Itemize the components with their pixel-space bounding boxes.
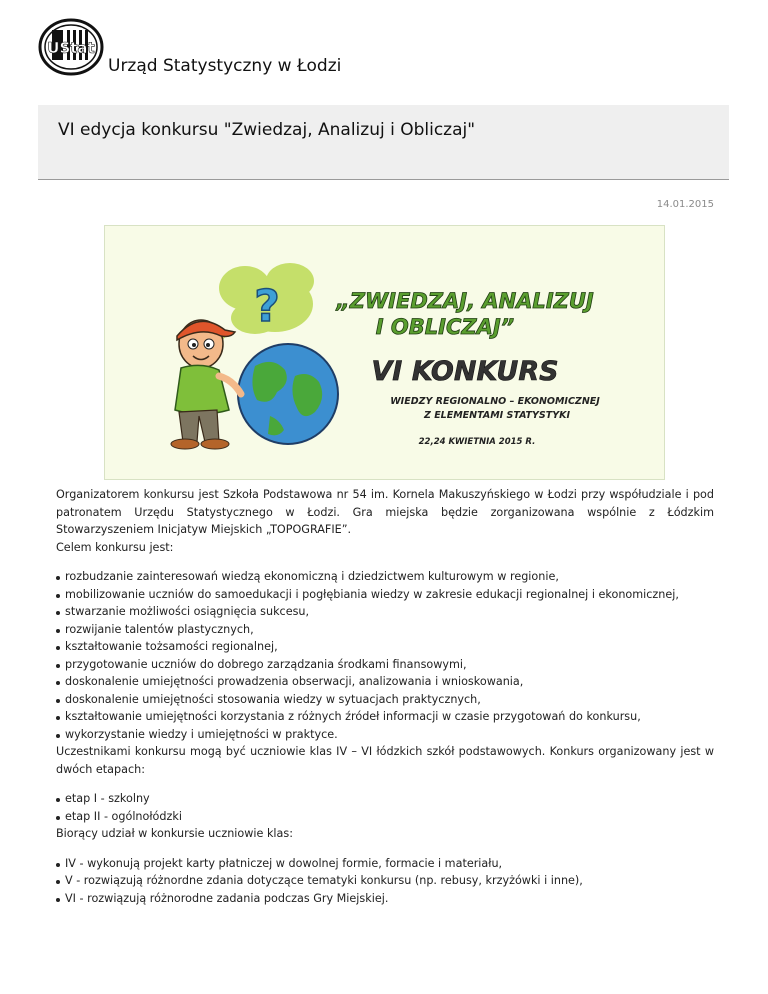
globe-icon <box>238 344 338 444</box>
question-mark-icon: ? <box>254 281 280 332</box>
banner-illustration <box>105 226 664 479</box>
article-title-box <box>38 105 729 180</box>
list-item: kształtowanie umiejętności korzystania z różnych źródeł informacji w czasie przygotowań do konkursu, <box>56 708 714 726</box>
organization-name[interactable]: Urząd Statystyczny w Łodzi <box>108 56 342 76</box>
site-header <box>38 18 728 82</box>
list-item: V - rozwiązują różnordne zdania dotyczące tematyki konkursu (np. rebusy, krzyżówki i inne), <box>56 872 714 890</box>
goals-intro: Celem konkursu jest: <box>56 540 174 554</box>
boy-character <box>171 320 241 449</box>
list-item: kształtowanie tożsamości regionalnej, <box>56 638 714 656</box>
contest-banner <box>104 225 665 480</box>
list-item: etap I - szkolny <box>56 790 714 808</box>
banner-headline-1: „ZWIEDZAJ, ANALIZUJ <box>336 289 594 313</box>
banner-subtitle-1: WIEDZY REGIONALNO – EKONOMICZNEJ <box>390 396 600 407</box>
list-item: mobilizowanie uczniów do samoedukacji i pogłębiania wiedzy w zakresie edukacji regionalnej i ekonomicznej, <box>56 586 714 604</box>
ustat-logo[interactable] <box>38 18 104 76</box>
banner-subtitle-2: Z ELEMENTAMI STATYSTYKI <box>424 410 570 421</box>
list-item: rozwijanie talentów plastycznych, <box>56 621 714 639</box>
classes-list <box>56 855 714 908</box>
classes-intro: Biorący udział w konkursie uczniowie klas: <box>56 827 293 840</box>
stages-list <box>56 790 714 825</box>
list-item: doskonalenie umiejętności prowadzenia obserwacji, analizowania i wnioskowania, <box>56 673 714 691</box>
list-item: stwarzanie możliwości osiągnięcia sukcesu, <box>56 603 714 621</box>
logo-text: UStat <box>47 39 95 57</box>
goals-list <box>56 568 714 743</box>
article-title: VI edycja konkursu "Zwiedzaj, Analizuj i Obliczaj" <box>58 120 476 140</box>
list-item: VI - rozwiązują różnorodne zadania podczas Gry Miejskiej. <box>56 890 714 908</box>
list-item: wykorzystanie wiedzy i umiejętności w praktyce. <box>56 726 714 744</box>
participants-paragraph: Uczestnikami konkursu mogą być uczniowie klas IV – VI łódzkich szkół podstawowych. Konkurs organizowany jest w dwóch etapach: <box>56 745 714 776</box>
article-content <box>56 486 714 907</box>
list-item: etap II - ogólnołódzki <box>56 808 714 826</box>
list-item: doskonalenie umiejętności stosowania wiedzy w sytuacjach praktycznych, <box>56 691 714 709</box>
intro-paragraph: Organizatorem konkursu jest Szkoła Podstawowa nr 54 im. Kornela Makuszyńskiego w Łodzi przy współudziale i pod patronatem Urzędu Statystycznego w Łodzi. Gra miejska będzie zorganizowana wspólnie z Łódzkim Stowarzyszeniem Inicjatyw Miejskich „TOPOGRAFIE”. <box>56 488 714 536</box>
list-item: rozbudzanie zainteresowań wiedzą ekonomiczną i dziedzictwem kulturowym w regionie, <box>56 568 714 586</box>
list-item: IV - wykonują projekt karty płatniczej w dowolnej formie, formacie i materiału, <box>56 855 714 873</box>
banner-main-title: VI KONKURS <box>371 356 559 387</box>
banner-dates: 22,24 KWIETNIA 2015 R. <box>418 437 536 447</box>
list-item: przygotowanie uczniów do dobrego zarządzania środkami finansowymi, <box>56 656 714 674</box>
publication-date: 14.01.2015 <box>656 199 714 210</box>
banner-headline-2: I OBLICZAJ” <box>375 315 515 339</box>
